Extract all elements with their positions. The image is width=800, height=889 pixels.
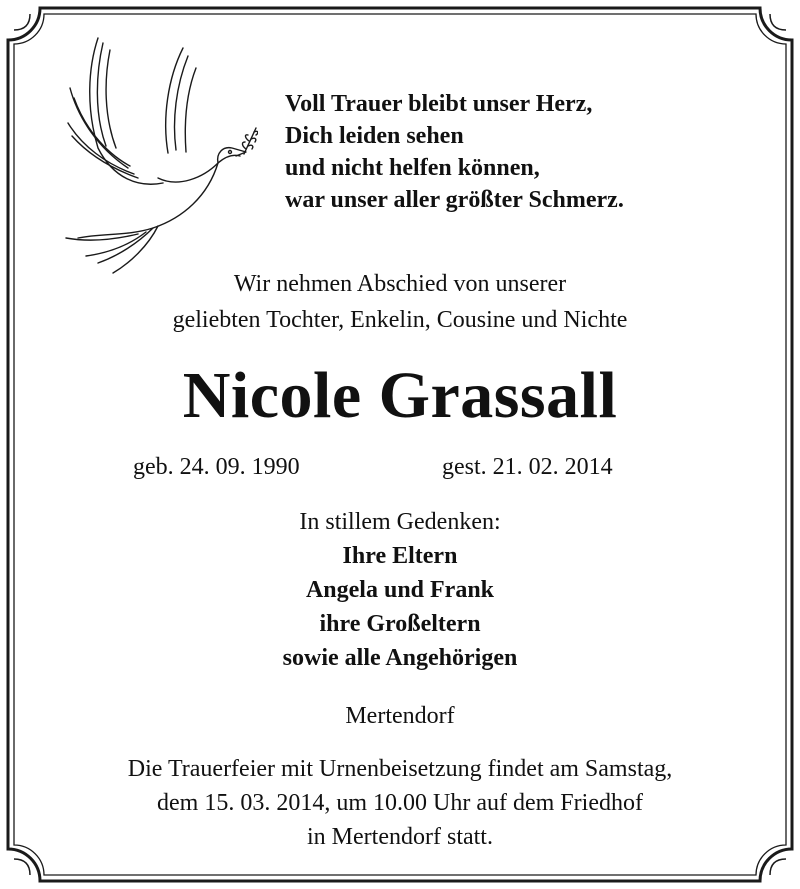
poem-line: und nicht helfen können, (285, 155, 540, 181)
funeral-details (0, 752, 800, 854)
intro-line: geliebten Tochter, Enkelin, Cousine und Nichte (172, 307, 628, 333)
poem-line: Voll Trauer bleibt unser Herz, (285, 91, 593, 117)
mourner-line: ihre Großeltern (319, 611, 481, 637)
town-name: Mertendorf (345, 703, 455, 729)
mourner-line: Ihre Eltern (342, 543, 458, 569)
funeral-line: Die Trauerfeier mit Urnenbeisetzung findet am Samstag, (127, 756, 673, 782)
poem-line: Dich leiden sehen (285, 123, 464, 149)
poem-line: war unser aller größter Schmerz. (285, 187, 624, 213)
mourner-line: sowie alle Angehörigen (282, 645, 518, 671)
intro-line: Wir nehmen Abschied von unserer (233, 271, 567, 297)
poem (285, 88, 755, 216)
memorial-block (0, 505, 800, 675)
funeral-line: in Mertendorf statt. (307, 824, 493, 850)
birth-date: geb. 24. 09. 1990 (133, 454, 300, 480)
funeral-line: dem 15. 03. 2014, um 10.00 Uhr auf dem Friedhof (157, 790, 643, 816)
memorial-heading: In stillem Gedenken: (299, 509, 501, 535)
death-date: gest. 21. 02. 2014 (442, 454, 613, 480)
farewell-intro (0, 266, 800, 338)
mourner-line: Angela und Frank (305, 577, 495, 603)
deceased-name: Nicole Grassall (182, 359, 618, 432)
